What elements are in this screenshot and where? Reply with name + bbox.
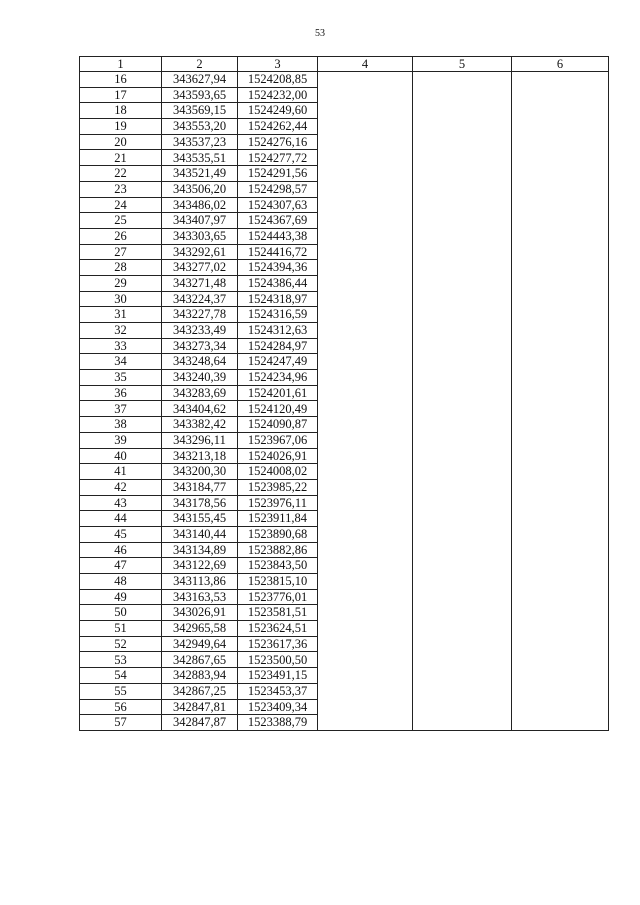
x-coordinate-cell: 342949,64 bbox=[162, 636, 238, 652]
point-number-cell: 33 bbox=[80, 338, 162, 354]
point-number-cell: 32 bbox=[80, 323, 162, 339]
y-coordinate-cell: 1524208,85 bbox=[238, 72, 318, 88]
y-coordinate-cell: 1523581,51 bbox=[238, 605, 318, 621]
point-number-cell: 48 bbox=[80, 574, 162, 590]
point-number-cell: 41 bbox=[80, 464, 162, 480]
x-coordinate-cell: 343486,02 bbox=[162, 197, 238, 213]
x-coordinate-cell: 343240,39 bbox=[162, 370, 238, 386]
point-number-cell: 53 bbox=[80, 652, 162, 668]
column-header: 2 bbox=[162, 57, 238, 72]
x-coordinate-cell: 342867,65 bbox=[162, 652, 238, 668]
x-coordinate-cell: 343233,49 bbox=[162, 323, 238, 339]
x-coordinate-cell: 343593,65 bbox=[162, 87, 238, 103]
point-number-cell: 38 bbox=[80, 417, 162, 433]
y-coordinate-cell: 1524232,00 bbox=[238, 87, 318, 103]
point-number-cell: 29 bbox=[80, 275, 162, 291]
point-number-cell: 30 bbox=[80, 291, 162, 307]
column-header: 5 bbox=[413, 57, 512, 72]
point-number-cell: 45 bbox=[80, 526, 162, 542]
point-number-cell: 36 bbox=[80, 385, 162, 401]
x-coordinate-cell: 343277,02 bbox=[162, 260, 238, 276]
x-coordinate-cell: 343213,18 bbox=[162, 448, 238, 464]
point-number-cell: 39 bbox=[80, 432, 162, 448]
x-coordinate-cell: 343292,61 bbox=[162, 244, 238, 260]
y-coordinate-cell: 1523976,11 bbox=[238, 495, 318, 511]
y-coordinate-cell: 1524284,97 bbox=[238, 338, 318, 354]
point-number-cell: 40 bbox=[80, 448, 162, 464]
point-number-cell: 55 bbox=[80, 683, 162, 699]
y-coordinate-cell: 1524394,36 bbox=[238, 260, 318, 276]
x-coordinate-cell: 343569,15 bbox=[162, 103, 238, 119]
x-coordinate-cell: 343303,65 bbox=[162, 228, 238, 244]
y-coordinate-cell: 1524318,97 bbox=[238, 291, 318, 307]
x-coordinate-cell: 343140,44 bbox=[162, 526, 238, 542]
page-number: 53 bbox=[315, 28, 325, 39]
table-row bbox=[80, 72, 609, 88]
y-coordinate-cell: 1523815,10 bbox=[238, 574, 318, 590]
x-coordinate-cell: 342867,25 bbox=[162, 683, 238, 699]
y-coordinate-cell: 1524316,59 bbox=[238, 307, 318, 323]
point-number-cell: 34 bbox=[80, 354, 162, 370]
x-coordinate-cell: 342847,81 bbox=[162, 699, 238, 715]
x-coordinate-cell: 343178,56 bbox=[162, 495, 238, 511]
y-coordinate-cell: 1524416,72 bbox=[238, 244, 318, 260]
y-coordinate-cell: 1524386,44 bbox=[238, 275, 318, 291]
column-header: 4 bbox=[318, 57, 413, 72]
column-header: 3 bbox=[238, 57, 318, 72]
y-coordinate-cell: 1524201,61 bbox=[238, 385, 318, 401]
x-coordinate-cell: 343506,20 bbox=[162, 181, 238, 197]
y-coordinate-cell: 1524249,60 bbox=[238, 103, 318, 119]
point-number-cell: 37 bbox=[80, 401, 162, 417]
column-4-merged-cell bbox=[318, 72, 413, 731]
point-number-cell: 22 bbox=[80, 166, 162, 182]
x-coordinate-cell: 343271,48 bbox=[162, 275, 238, 291]
x-coordinate-cell: 343224,37 bbox=[162, 291, 238, 307]
point-number-cell: 28 bbox=[80, 260, 162, 276]
x-coordinate-cell: 343521,49 bbox=[162, 166, 238, 182]
y-coordinate-cell: 1523409,34 bbox=[238, 699, 318, 715]
x-coordinate-cell: 343553,20 bbox=[162, 119, 238, 135]
y-coordinate-cell: 1523776,01 bbox=[238, 589, 318, 605]
x-coordinate-cell: 343537,23 bbox=[162, 134, 238, 150]
coordinates-table bbox=[79, 56, 609, 731]
column-header: 1 bbox=[80, 57, 162, 72]
y-coordinate-cell: 1523388,79 bbox=[238, 715, 318, 731]
x-coordinate-cell: 343273,34 bbox=[162, 338, 238, 354]
point-number-cell: 19 bbox=[80, 119, 162, 135]
point-number-cell: 49 bbox=[80, 589, 162, 605]
y-coordinate-cell: 1524234,96 bbox=[238, 370, 318, 386]
point-number-cell: 57 bbox=[80, 715, 162, 731]
x-coordinate-cell: 343163,53 bbox=[162, 589, 238, 605]
column-5-merged-cell bbox=[413, 72, 512, 731]
y-coordinate-cell: 1523491,15 bbox=[238, 668, 318, 684]
y-coordinate-cell: 1524262,44 bbox=[238, 119, 318, 135]
x-coordinate-cell: 343296,11 bbox=[162, 432, 238, 448]
y-coordinate-cell: 1524276,16 bbox=[238, 134, 318, 150]
y-coordinate-cell: 1524367,69 bbox=[238, 213, 318, 229]
x-coordinate-cell: 343113,86 bbox=[162, 574, 238, 590]
y-coordinate-cell: 1523967,06 bbox=[238, 432, 318, 448]
point-number-cell: 43 bbox=[80, 495, 162, 511]
y-coordinate-cell: 1524277,72 bbox=[238, 150, 318, 166]
point-number-cell: 26 bbox=[80, 228, 162, 244]
x-coordinate-cell: 343382,42 bbox=[162, 417, 238, 433]
x-coordinate-cell: 343535,51 bbox=[162, 150, 238, 166]
x-coordinate-cell: 342883,94 bbox=[162, 668, 238, 684]
y-coordinate-cell: 1523911,84 bbox=[238, 511, 318, 527]
y-coordinate-cell: 1523453,37 bbox=[238, 683, 318, 699]
x-coordinate-cell: 343227,78 bbox=[162, 307, 238, 323]
point-number-cell: 31 bbox=[80, 307, 162, 323]
point-number-cell: 18 bbox=[80, 103, 162, 119]
point-number-cell: 56 bbox=[80, 699, 162, 715]
point-number-cell: 47 bbox=[80, 558, 162, 574]
y-coordinate-cell: 1524291,56 bbox=[238, 166, 318, 182]
y-coordinate-cell: 1523882,86 bbox=[238, 542, 318, 558]
x-coordinate-cell: 342965,58 bbox=[162, 621, 238, 637]
point-number-cell: 16 bbox=[80, 72, 162, 88]
point-number-cell: 21 bbox=[80, 150, 162, 166]
y-coordinate-cell: 1523624,51 bbox=[238, 621, 318, 637]
point-number-cell: 50 bbox=[80, 605, 162, 621]
point-number-cell: 35 bbox=[80, 370, 162, 386]
y-coordinate-cell: 1523500,50 bbox=[238, 652, 318, 668]
x-coordinate-cell: 343404,62 bbox=[162, 401, 238, 417]
point-number-cell: 23 bbox=[80, 181, 162, 197]
x-coordinate-cell: 342847,87 bbox=[162, 715, 238, 731]
y-coordinate-cell: 1523985,22 bbox=[238, 479, 318, 495]
x-coordinate-cell: 343407,97 bbox=[162, 213, 238, 229]
point-number-cell: 52 bbox=[80, 636, 162, 652]
y-coordinate-cell: 1524008,02 bbox=[238, 464, 318, 480]
x-coordinate-cell: 343122,69 bbox=[162, 558, 238, 574]
y-coordinate-cell: 1523890,68 bbox=[238, 526, 318, 542]
x-coordinate-cell: 343134,89 bbox=[162, 542, 238, 558]
x-coordinate-cell: 343155,45 bbox=[162, 511, 238, 527]
x-coordinate-cell: 343627,94 bbox=[162, 72, 238, 88]
x-coordinate-cell: 343184,77 bbox=[162, 479, 238, 495]
point-number-cell: 25 bbox=[80, 213, 162, 229]
y-coordinate-cell: 1524298,57 bbox=[238, 181, 318, 197]
y-coordinate-cell: 1524026,91 bbox=[238, 448, 318, 464]
point-number-cell: 24 bbox=[80, 197, 162, 213]
point-number-cell: 54 bbox=[80, 668, 162, 684]
column-header: 6 bbox=[512, 57, 609, 72]
y-coordinate-cell: 1524120,49 bbox=[238, 401, 318, 417]
table-header-row bbox=[80, 57, 609, 72]
y-coordinate-cell: 1524247,49 bbox=[238, 354, 318, 370]
point-number-cell: 42 bbox=[80, 479, 162, 495]
y-coordinate-cell: 1524443,38 bbox=[238, 228, 318, 244]
point-number-cell: 17 bbox=[80, 87, 162, 103]
x-coordinate-cell: 343283,69 bbox=[162, 385, 238, 401]
point-number-cell: 44 bbox=[80, 511, 162, 527]
y-coordinate-cell: 1524307,63 bbox=[238, 197, 318, 213]
x-coordinate-cell: 343026,91 bbox=[162, 605, 238, 621]
x-coordinate-cell: 343248,64 bbox=[162, 354, 238, 370]
point-number-cell: 20 bbox=[80, 134, 162, 150]
y-coordinate-cell: 1523843,50 bbox=[238, 558, 318, 574]
y-coordinate-cell: 1523617,36 bbox=[238, 636, 318, 652]
point-number-cell: 27 bbox=[80, 244, 162, 260]
point-number-cell: 46 bbox=[80, 542, 162, 558]
y-coordinate-cell: 1524090,87 bbox=[238, 417, 318, 433]
column-6-merged-cell bbox=[512, 72, 609, 731]
x-coordinate-cell: 343200,30 bbox=[162, 464, 238, 480]
y-coordinate-cell: 1524312,63 bbox=[238, 323, 318, 339]
table-body bbox=[80, 72, 609, 731]
point-number-cell: 51 bbox=[80, 621, 162, 637]
